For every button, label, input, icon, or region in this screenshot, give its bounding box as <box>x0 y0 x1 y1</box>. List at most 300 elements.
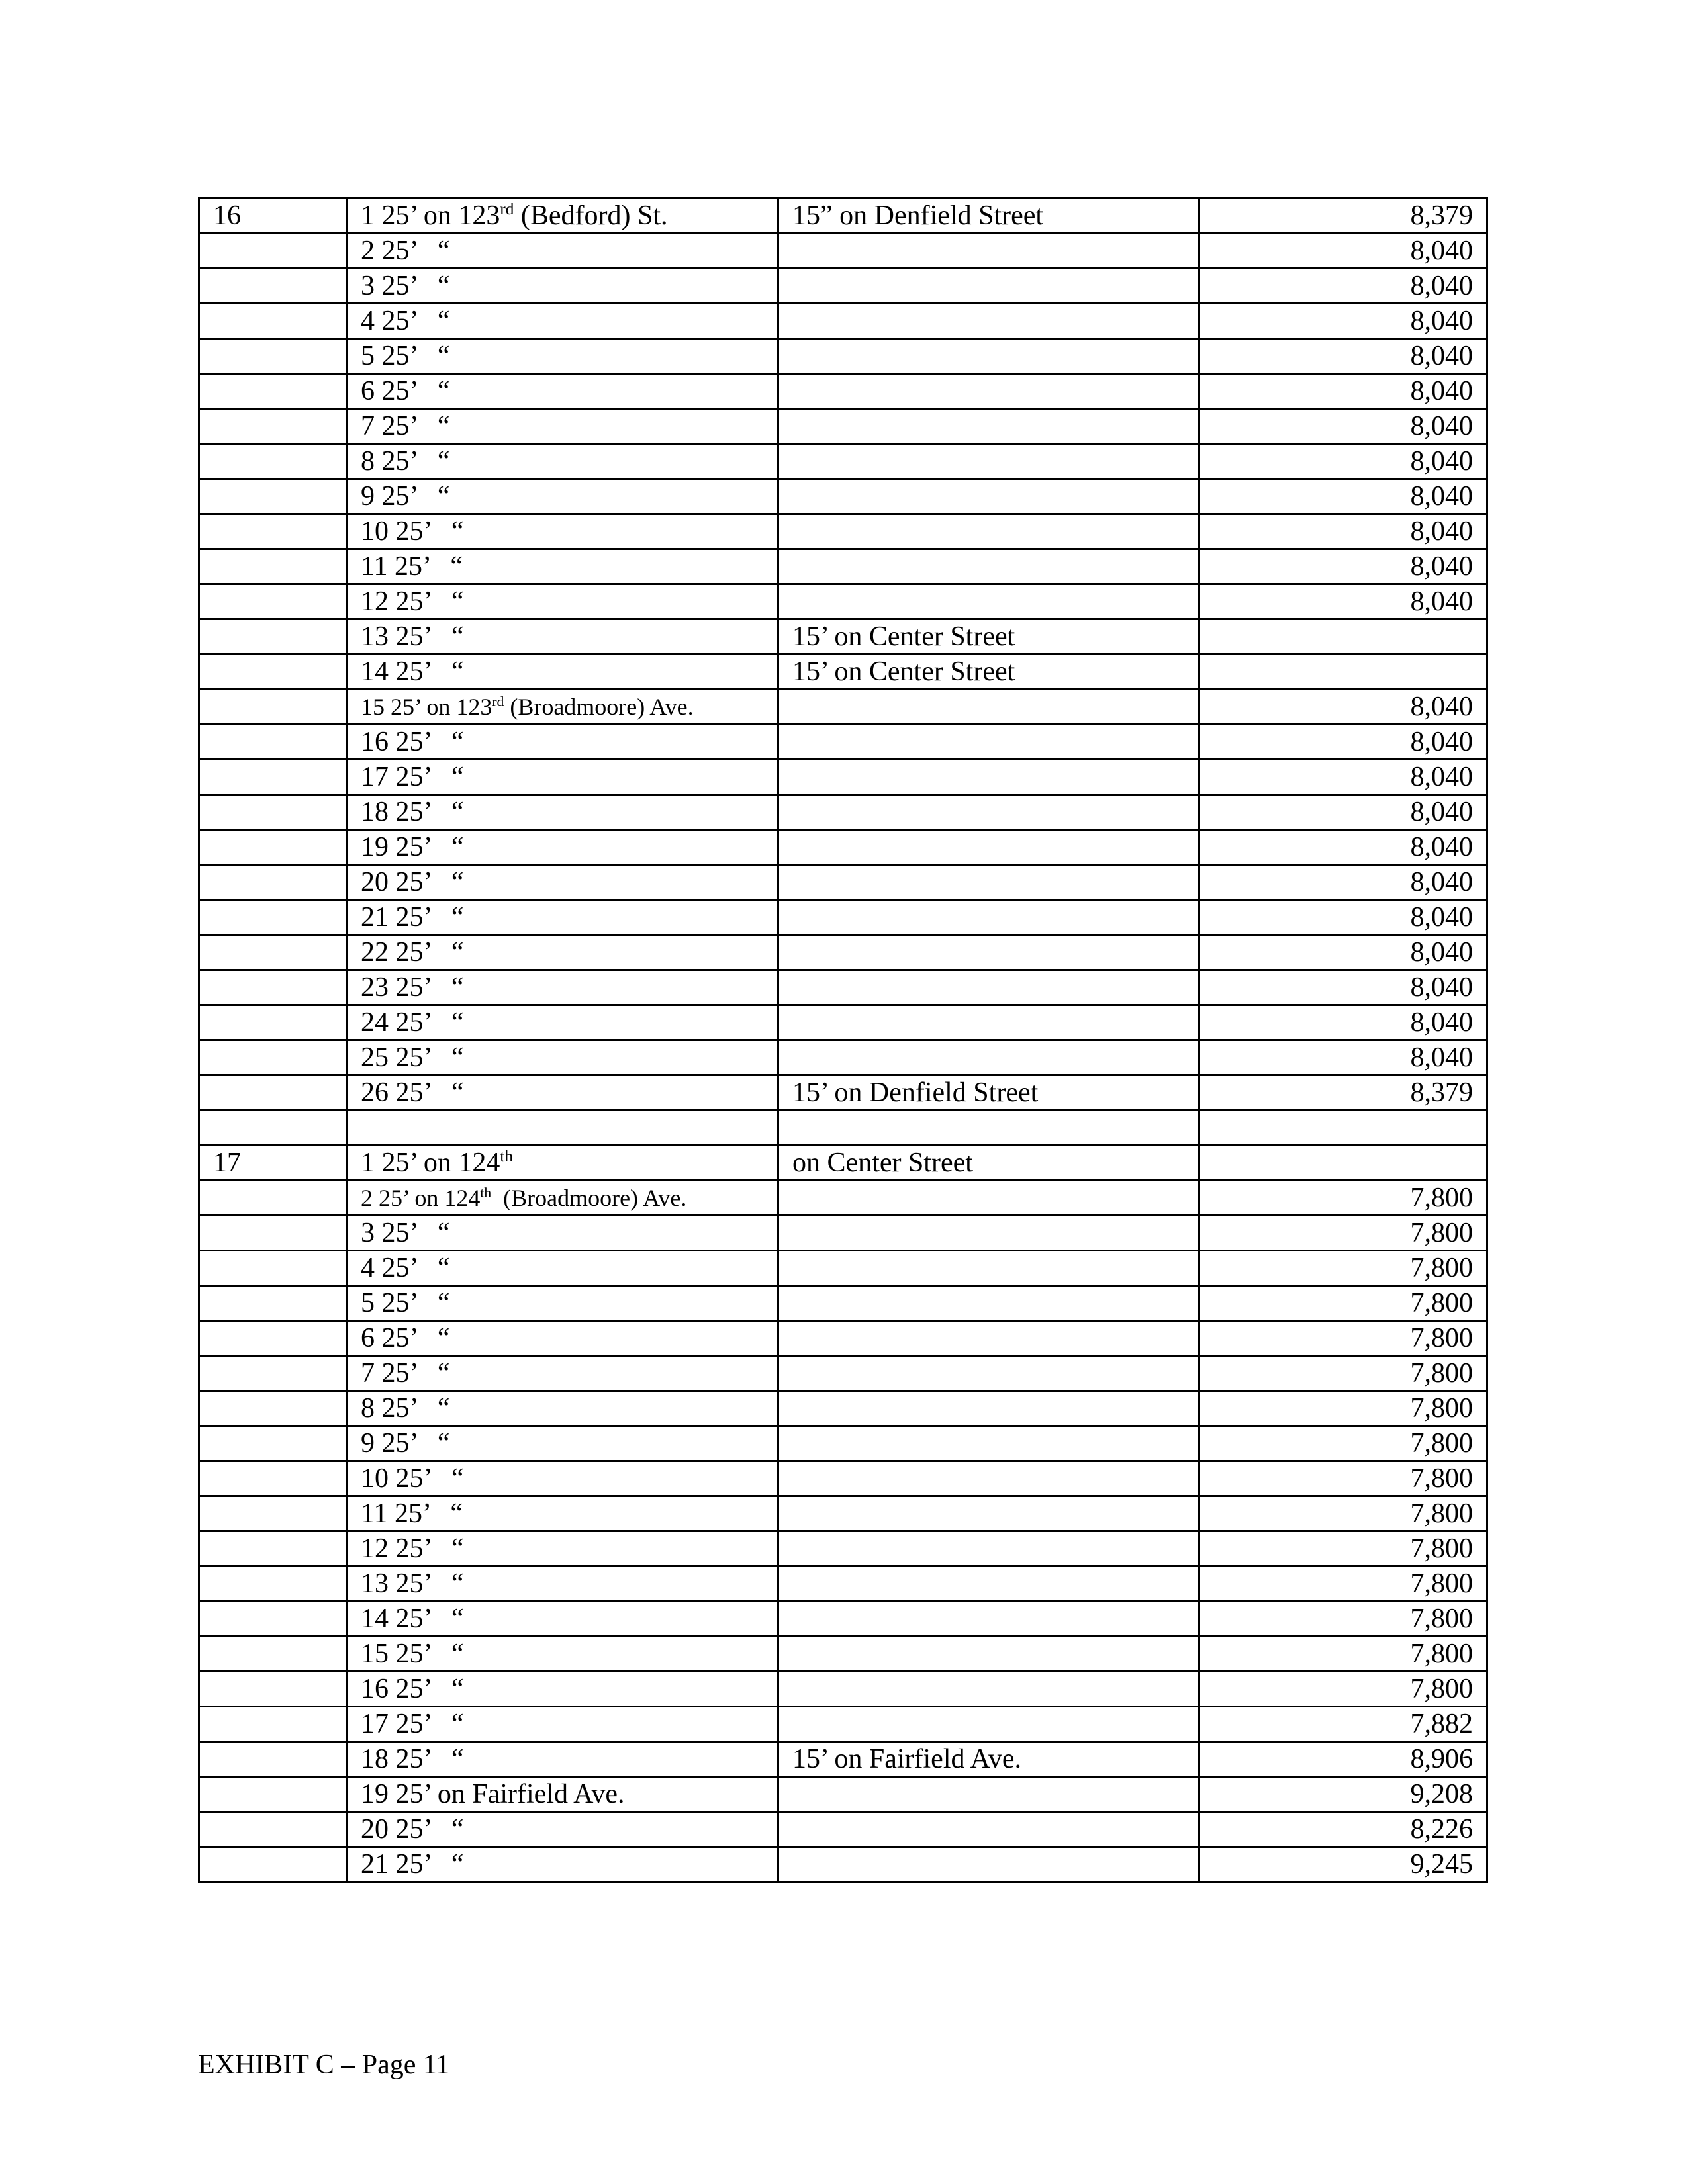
lot-cell <box>347 1251 778 1286</box>
frontage-cell <box>778 444 1199 479</box>
lot-cell <box>347 1847 778 1882</box>
frontage-cell <box>778 584 1199 619</box>
value-cell: 8,379 <box>1199 199 1487 234</box>
block-cell <box>199 1602 347 1637</box>
frontage-cell <box>778 1672 1199 1707</box>
lot-cell <box>347 374 778 409</box>
frontage-cell <box>778 1531 1199 1567</box>
table-row <box>199 1181 1487 1216</box>
lot-cell <box>347 1111 778 1146</box>
table-row <box>199 1672 1487 1707</box>
table-row <box>199 409 1487 444</box>
table-row <box>199 795 1487 830</box>
lot-number: 12 <box>361 1533 389 1564</box>
table-row <box>199 1847 1487 1882</box>
lot-number: 24 <box>361 1007 389 1038</box>
lot-number: 13 <box>361 621 389 652</box>
lot-cell <box>347 1742 778 1777</box>
lot-description: 25’ “ <box>395 902 464 933</box>
value-cell: 7,800 <box>1199 1602 1487 1637</box>
block-cell <box>199 655 347 690</box>
frontage-cell <box>778 1567 1199 1602</box>
block-cell <box>199 760 347 795</box>
frontage-cell <box>778 1356 1199 1391</box>
value-cell: 7,800 <box>1199 1567 1487 1602</box>
frontage-cell: 15” on Denfield Street <box>778 199 1199 234</box>
table-row <box>199 760 1487 795</box>
table-row <box>199 1216 1487 1251</box>
value-cell: 8,040 <box>1199 584 1487 619</box>
lot-number: 18 <box>361 1744 389 1774</box>
table-row <box>199 1146 1487 1181</box>
lot-cell <box>347 1286 778 1321</box>
lot-description: 25’ “ <box>381 1323 450 1353</box>
value-cell: 8,379 <box>1199 1075 1487 1111</box>
table-row <box>199 1742 1487 1777</box>
lot-number: 17 <box>361 1709 389 1739</box>
block-cell <box>199 1777 347 1812</box>
lot-description-street: (Broadmoore) Ave. <box>504 694 694 720</box>
table-row <box>199 1251 1487 1286</box>
lot-description: 25’ “ <box>395 516 464 547</box>
lot-cell <box>347 1602 778 1637</box>
lot-description: 25’ “ <box>395 1533 464 1564</box>
value-cell: 7,800 <box>1199 1251 1487 1286</box>
table-row <box>199 1812 1487 1847</box>
value-cell: 8,040 <box>1199 304 1487 339</box>
frontage-cell <box>778 549 1199 584</box>
value-cell: 8,040 <box>1199 865 1487 900</box>
value-cell: 9,208 <box>1199 1777 1487 1812</box>
lot-number: 2 <box>361 236 375 266</box>
table-row <box>199 1426 1487 1461</box>
value-cell: 8,040 <box>1199 900 1487 935</box>
table-row <box>199 1496 1487 1531</box>
block-cell <box>199 1181 347 1216</box>
table-row <box>199 1286 1487 1321</box>
lot-description: 25’ “ <box>395 1463 464 1494</box>
frontage-cell <box>778 1812 1199 1847</box>
lot-cell <box>347 444 778 479</box>
table-row <box>199 1040 1487 1075</box>
lot-cell <box>347 1356 778 1391</box>
table-row <box>199 1602 1487 1637</box>
frontage-cell <box>778 1496 1199 1531</box>
lot-description: 25’ “ <box>381 481 450 512</box>
lot-description: 25’ “ <box>395 1849 464 1880</box>
lot-number: 1 <box>361 201 375 231</box>
table-row <box>199 1777 1487 1812</box>
frontage-cell <box>778 1707 1199 1742</box>
lot-cell <box>347 865 778 900</box>
lot-description-street: (Bedford) St. <box>514 201 668 231</box>
lot-cell <box>347 795 778 830</box>
lot-cell <box>347 900 778 935</box>
block-cell <box>199 1075 347 1111</box>
frontage-cell <box>778 514 1199 549</box>
frontage-cell <box>778 830 1199 865</box>
block-cell <box>199 830 347 865</box>
lot-number: 10 <box>361 1463 389 1494</box>
block-cell <box>199 549 347 584</box>
lot-description: 25’ “ <box>381 1253 450 1283</box>
lot-cell <box>347 1040 778 1075</box>
lot-description: 25’ “ <box>395 727 464 757</box>
lot-number: 4 <box>361 1253 375 1283</box>
frontage-cell <box>778 1286 1199 1321</box>
value-cell: 8,906 <box>1199 1742 1487 1777</box>
lot-cell <box>347 1637 778 1672</box>
lot-cell <box>347 1812 778 1847</box>
lot-number: 11 <box>361 551 388 582</box>
block-cell <box>199 1707 347 1742</box>
value-cell: 8,040 <box>1199 479 1487 514</box>
block-cell <box>199 514 347 549</box>
table-row <box>199 234 1487 269</box>
block-cell <box>199 1356 347 1391</box>
lot-cell <box>347 1672 778 1707</box>
value-cell: 7,800 <box>1199 1181 1487 1216</box>
table-body <box>199 199 1487 1882</box>
value-cell: 8,040 <box>1199 1005 1487 1040</box>
lot-description: 25’ on Fairfield Ave. <box>395 1779 625 1809</box>
frontage-cell <box>778 374 1199 409</box>
frontage-cell <box>778 1426 1199 1461</box>
lot-description: 25’ on 123 <box>391 694 492 720</box>
frontage-cell <box>778 304 1199 339</box>
lot-description: 25’ “ <box>395 797 464 827</box>
value-cell: 8,040 <box>1199 409 1487 444</box>
table-row <box>199 1356 1487 1391</box>
lot-description-street: (Broadmoore) Ave. <box>491 1185 687 1211</box>
lot-cell <box>347 760 778 795</box>
value-cell: 7,882 <box>1199 1707 1487 1742</box>
value-cell: 7,800 <box>1199 1637 1487 1672</box>
block-cell <box>199 1251 347 1286</box>
value-cell: 8,040 <box>1199 269 1487 304</box>
lot-cell <box>347 549 778 584</box>
frontage-cell <box>778 865 1199 900</box>
value-cell: 7,800 <box>1199 1216 1487 1251</box>
lot-number: 8 <box>361 1393 375 1424</box>
lot-description: 25’ “ <box>395 1814 464 1844</box>
frontage-cell <box>778 1181 1199 1216</box>
value-cell: 8,040 <box>1199 725 1487 760</box>
block-cell <box>199 1672 347 1707</box>
lot-description: 25’ “ <box>395 1709 464 1739</box>
lot-description: 25’ “ <box>381 446 450 477</box>
frontage-cell <box>778 970 1199 1005</box>
lot-number: 3 <box>361 271 375 301</box>
block-cell <box>199 1812 347 1847</box>
lot-number: 19 <box>361 832 389 862</box>
table-row <box>199 655 1487 690</box>
lot-number: 5 <box>361 1288 375 1318</box>
table-row <box>199 1391 1487 1426</box>
block-cell <box>199 1005 347 1040</box>
lot-number: 15 <box>361 1639 389 1669</box>
ordinal-suffix: th <box>500 1148 513 1165</box>
lot-cell <box>347 830 778 865</box>
lot-description: 25’ “ <box>395 867 464 897</box>
lot-number: 2 <box>361 1185 373 1211</box>
lot-number: 17 <box>361 762 389 792</box>
lot-number: 6 <box>361 376 375 406</box>
table-row <box>199 865 1487 900</box>
lot-cell <box>347 1321 778 1356</box>
lot-cell <box>347 1707 778 1742</box>
value-cell: 7,800 <box>1199 1356 1487 1391</box>
frontage-cell <box>778 479 1199 514</box>
lot-cell <box>347 655 778 690</box>
frontage-cell <box>778 900 1199 935</box>
lot-cell <box>347 725 778 760</box>
lot-cell <box>347 970 778 1005</box>
lot-description: 25’ “ <box>395 972 464 1003</box>
lot-description: 25’ “ <box>395 1744 464 1774</box>
lot-description: 25’ “ <box>395 937 464 968</box>
lot-number: 4 <box>361 306 375 336</box>
value-cell: 7,800 <box>1199 1426 1487 1461</box>
value-cell: 8,040 <box>1199 339 1487 374</box>
frontage-cell <box>778 935 1199 970</box>
frontage-cell: 15’ on Center Street <box>778 655 1199 690</box>
lot-description: 25’ “ <box>381 236 450 266</box>
block-cell: 16 <box>199 199 347 234</box>
lot-number: 6 <box>361 1323 375 1353</box>
lot-description: 25’ “ <box>381 376 450 406</box>
lot-cell <box>347 1567 778 1602</box>
lot-number: 14 <box>361 657 389 687</box>
lot-number: 19 <box>361 1779 389 1809</box>
block-cell <box>199 900 347 935</box>
block-cell <box>199 1391 347 1426</box>
block-cell <box>199 1040 347 1075</box>
frontage-cell <box>778 1251 1199 1286</box>
lot-number: 21 <box>361 902 389 933</box>
ordinal-suffix: th <box>480 1185 492 1201</box>
value-cell: 7,800 <box>1199 1531 1487 1567</box>
lot-description: 25’ “ <box>381 1393 450 1424</box>
lot-number: 20 <box>361 867 389 897</box>
table-row <box>199 374 1487 409</box>
lot-number: 25 <box>361 1042 389 1073</box>
frontage-cell <box>778 725 1199 760</box>
frontage-cell: 15’ on Denfield Street <box>778 1075 1199 1111</box>
table-row <box>199 1531 1487 1567</box>
lot-cell <box>347 1075 778 1111</box>
lot-description: 25’ “ <box>381 1358 450 1388</box>
lot-number: 26 <box>361 1077 389 1108</box>
block-cell <box>199 795 347 830</box>
lot-cell <box>347 1777 778 1812</box>
lot-description: 25’ “ <box>395 1639 464 1669</box>
lot-number: 20 <box>361 1814 389 1844</box>
frontage-cell <box>778 269 1199 304</box>
frontage-cell <box>778 1005 1199 1040</box>
lot-number: 8 <box>361 446 375 477</box>
lot-number: 23 <box>361 972 389 1003</box>
lot-description: 25’ on 124 <box>381 1148 500 1178</box>
table-row <box>199 514 1487 549</box>
lot-description: 25’ on 123 <box>381 201 500 231</box>
table-row <box>199 444 1487 479</box>
block-cell <box>199 1742 347 1777</box>
table-row <box>199 900 1487 935</box>
lot-cell <box>347 304 778 339</box>
frontage-cell <box>778 795 1199 830</box>
frontage-cell: on Center Street <box>778 1146 1199 1181</box>
value-cell: 8,040 <box>1199 970 1487 1005</box>
block-cell <box>199 304 347 339</box>
block-cell <box>199 1216 347 1251</box>
frontage-cell <box>778 1321 1199 1356</box>
value-cell: 7,800 <box>1199 1461 1487 1496</box>
lot-number: 5 <box>361 341 375 371</box>
lot-description: 25’ “ <box>395 1007 464 1038</box>
value-cell: 8,040 <box>1199 549 1487 584</box>
table-row <box>199 269 1487 304</box>
value-cell: 8,040 <box>1199 690 1487 725</box>
lot-description: 25’ “ <box>381 1428 450 1459</box>
table-row <box>199 830 1487 865</box>
lot-cell <box>347 690 778 725</box>
frontage-cell <box>778 1637 1199 1672</box>
block-cell <box>199 1531 347 1567</box>
table-row <box>199 935 1487 970</box>
lot-number: 11 <box>361 1498 388 1529</box>
value-cell <box>1199 1111 1487 1146</box>
table-row <box>199 584 1487 619</box>
value-cell: 8,040 <box>1199 514 1487 549</box>
lot-description: 25’ “ <box>381 1218 450 1248</box>
block-cell <box>199 444 347 479</box>
value-cell: 8,040 <box>1199 374 1487 409</box>
lot-cell <box>347 269 778 304</box>
lot-description: 25’ “ <box>381 306 450 336</box>
block-cell <box>199 1567 347 1602</box>
table-row <box>199 619 1487 655</box>
block-cell <box>199 479 347 514</box>
lot-cell <box>347 1531 778 1567</box>
value-cell: 8,226 <box>1199 1812 1487 1847</box>
lot-cell <box>347 514 778 549</box>
lot-description: 25’ “ <box>395 832 464 862</box>
lot-description: 25’ “ <box>394 551 463 582</box>
table-row <box>199 339 1487 374</box>
lot-cell <box>347 1216 778 1251</box>
frontage-cell <box>778 1777 1199 1812</box>
lot-cell <box>347 935 778 970</box>
table-row <box>199 304 1487 339</box>
value-cell: 8,040 <box>1199 234 1487 269</box>
lot-cell <box>347 1146 778 1181</box>
lot-cell <box>347 1461 778 1496</box>
table-row <box>199 1461 1487 1496</box>
block-cell <box>199 584 347 619</box>
frontage-cell <box>778 690 1199 725</box>
frontage-cell <box>778 1847 1199 1882</box>
lot-cell <box>347 1496 778 1531</box>
lot-number: 13 <box>361 1569 389 1599</box>
frontage-cell <box>778 1040 1199 1075</box>
lot-number: 9 <box>361 1428 375 1459</box>
lot-description: 25’ “ <box>395 1077 464 1108</box>
lot-cell <box>347 339 778 374</box>
lot-number: 21 <box>361 1849 389 1880</box>
value-cell: 8,040 <box>1199 935 1487 970</box>
block-cell <box>199 339 347 374</box>
ordinal-suffix: rd <box>492 694 504 709</box>
table-row <box>199 690 1487 725</box>
frontage-cell <box>778 234 1199 269</box>
table-row <box>199 549 1487 584</box>
value-cell: 8,040 <box>1199 830 1487 865</box>
block-cell <box>199 1847 347 1882</box>
lot-number: 22 <box>361 937 389 968</box>
value-cell: 7,800 <box>1199 1391 1487 1426</box>
value-cell: 7,800 <box>1199 1672 1487 1707</box>
value-cell: 7,800 <box>1199 1496 1487 1531</box>
lot-description: 25’ “ <box>381 1288 450 1318</box>
page-footer: EXHIBIT C – Page 11 <box>198 2050 450 2080</box>
block-cell: 17 <box>199 1146 347 1181</box>
lot-number: 3 <box>361 1218 375 1248</box>
frontage-cell <box>778 760 1199 795</box>
table-row <box>199 1321 1487 1356</box>
frontage-cell <box>778 409 1199 444</box>
lot-cell <box>347 584 778 619</box>
table-row <box>199 1707 1487 1742</box>
lot-description: 25’ “ <box>381 341 450 371</box>
lot-description: 25’ “ <box>395 1569 464 1599</box>
block-cell <box>199 865 347 900</box>
lot-number: 12 <box>361 586 389 617</box>
value-cell <box>1199 619 1487 655</box>
table-row <box>199 199 1487 234</box>
lot-description: 25’ “ <box>395 621 464 652</box>
value-cell: 8,040 <box>1199 795 1487 830</box>
lot-cell <box>347 479 778 514</box>
frontage-cell <box>778 1111 1199 1146</box>
block-cell <box>199 1461 347 1496</box>
block-cell <box>199 1637 347 1672</box>
lot-number: 15 <box>361 694 385 720</box>
lot-cell <box>347 1181 778 1216</box>
value-cell: 9,245 <box>1199 1847 1487 1882</box>
frontage-cell: 15’ on Center Street <box>778 619 1199 655</box>
value-cell <box>1199 655 1487 690</box>
block-cell <box>199 269 347 304</box>
table-row <box>199 725 1487 760</box>
table-row <box>199 1637 1487 1672</box>
block-cell <box>199 1426 347 1461</box>
lot-description: 25’ “ <box>395 762 464 792</box>
value-cell: 7,800 <box>1199 1321 1487 1356</box>
frontage-cell <box>778 1216 1199 1251</box>
lot-description: 25’ “ <box>381 271 450 301</box>
block-cell <box>199 1111 347 1146</box>
lot-number: 18 <box>361 797 389 827</box>
block-cell <box>199 1321 347 1356</box>
value-cell: 8,040 <box>1199 1040 1487 1075</box>
lot-cell <box>347 619 778 655</box>
lot-cell <box>347 1391 778 1426</box>
lot-cell <box>347 234 778 269</box>
lot-number: 7 <box>361 411 375 441</box>
table-row <box>199 1111 1487 1146</box>
lot-number: 7 <box>361 1358 375 1388</box>
